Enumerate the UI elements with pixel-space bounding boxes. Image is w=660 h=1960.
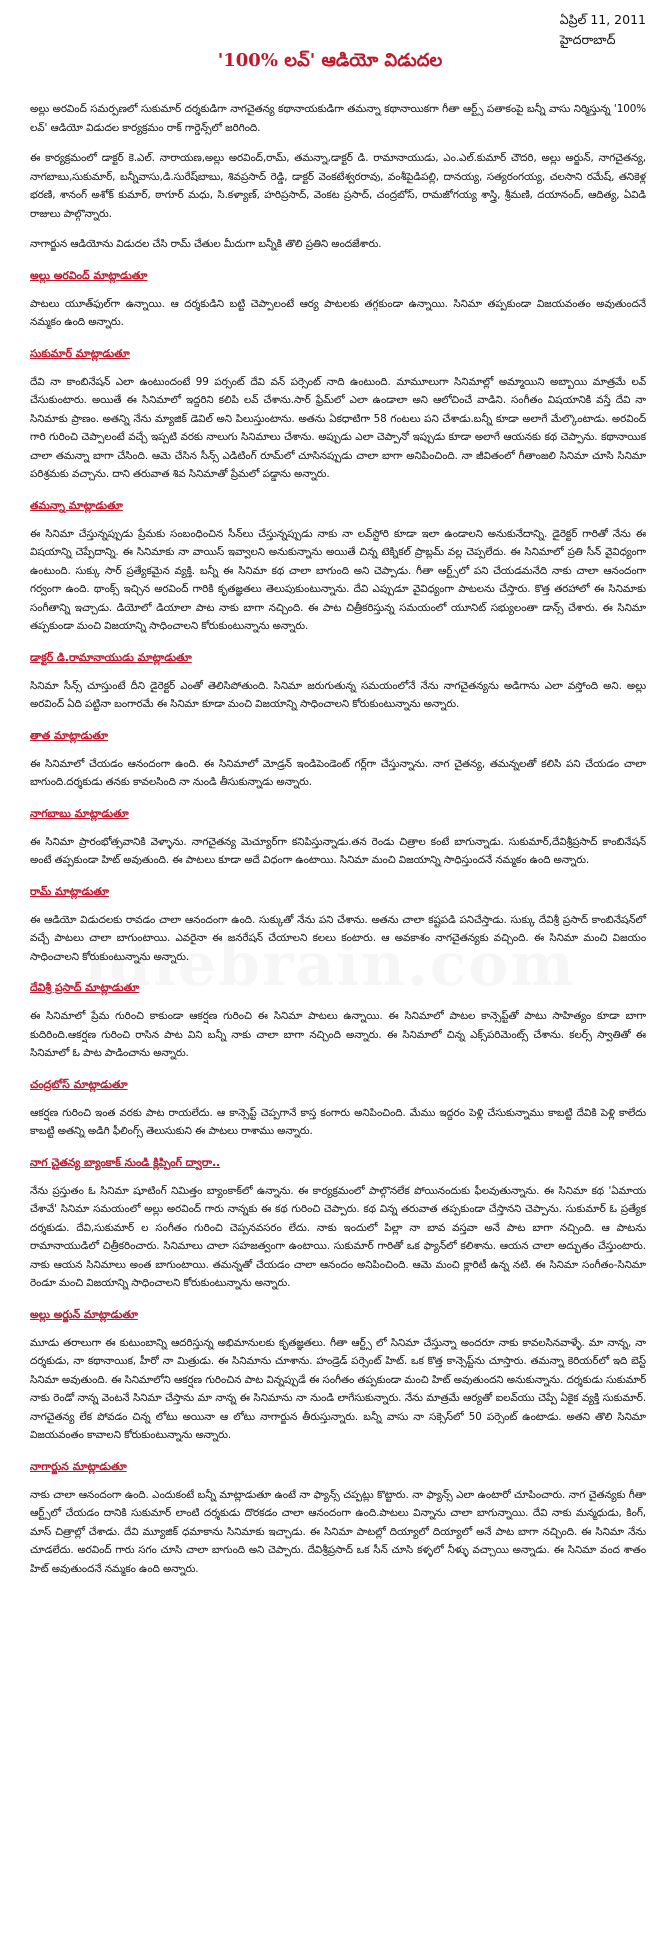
article-location: హైదరాబాద్ xyxy=(559,32,616,47)
section-heading: సుకుమార్ మాట్లాడుతూ xyxy=(30,346,130,360)
article-paragraph: ఆకర్షణ గురించి ఇంత వరకు పాట రాయలేదు. ఆ కాన్సెప్ట్ చెప్పగానే కాస్త కంగారు అనిపించింది. మేము ఇద్దరం పెళ్లి చేసుకున్నాము కాబట్టి దేవికి పెళ్లి కాలేదు కాబట్టి అతన్ని అడిగి ఫీలింగ్స్ తెలుసుకుని ఈ పాటలు రాశాము అన్నారు. xyxy=(30,1106,646,1137)
article-paragraph: నాగార్జున ఆడియోను విడుదల చేసి రామ్ చేతుల మీదుగా బన్నీకి తొలి ప్రతిని అందజేశారు. xyxy=(30,238,382,250)
article-paragraph: అల్లు అరవింద్ సమర్పణలో సుకుమార్ దర్శకుడిగా నాగచైతన్య కథానాయకుడిగా తమన్నా కథానాయికగా గీతా ఆర్ట్స్ పతాకంపై బన్నీ వాసు నిర్మిస్తున్న '100% లవ్' ఆడియో విడుదల కార్యక్రమం రాక్ గార్డెన్స్‌లో జరిగింది. xyxy=(30,103,646,134)
article-paragraph: దేవి నా కాంబినేషన్ ఎలా ఉంటుందంటే 99 పర్సంట్ దేవి వన్ పర్సెంట్ నాది ఉంటుంది. మామూలుగా సినిమాల్లో అమ్మాయిని అబ్బాయి మాత్రమే లవ్ చేసుకుంటారు. అయితే ఈ సినిమాలో ఇద్దరిని కలిపి లవ్ చేశాను.సార్ ఫ్రేమ్‌లో ఎలా ఉండాలా అని ఆలోచించే వాడిని. సంగీతం విషయానికి వస్తే దేవి నా సినిమాకు ప్రాణం. అతన్ని నేను మ్యాజిక్ డెవిల్ అని పిలుస్తుంటాను. అతను ఏకధాటిగా 58 గంటలు పని చేశాడు.బన్నీ కూడా అలాగే మేల్కొంటాడు. అరవింద్ గారి గురించి చెప్పాలంటే వచ్చే ఇప్పటి వరకు నాలుగు సినిమాలు చేశాను. అప్పుడు ఎలా చెప్పానో ఇప్పుడు కూడా అలాగే ఆయనకు కథ చెప్పాను. కథానాయిక చాలా తమన్నా బాగా చేసింది. ఆమె చేసిన సీన్స్ ఎడిటింగ్ రూమ్‌లో చూసినప్పుడు చాలా బాగా అనిపించింది. నా జీవితంలో గీతాంజలి సినిమా చూసి సినిమా పరిశ్రమకు వచ్చాను. దాని తరువాత శివ సినిమాతో ప్రేమలో పడ్డాను అన్నారు. xyxy=(30,375,646,480)
article-paragraph: నేను ప్రస్తుతం ఓ సినిమా షూటింగ్ నిమిత్తం బ్యాంకాక్‌లో ఉన్నాను. ఈ కార్యక్రమంలో పాల్గొనలేక పోయినందుకు ఫీలవుతున్నాను. ఈ సినిమా కథ 'ఏమాయ చేశావే' సినిమా సమయంలో అల్లు అరవింద్ గారు నాన్నకు ఈ కథ గురించి చెప్పారు. కథ విన్న తరువాత తప్పకుండా చేస్తానని చెప్పాను. సుకుమార్ ఓ ప్రత్యేక దర్శకుడు. దేవి,సుకుమార్ ల సంగీతం గురించి చెప్పనవసరం లేదు. నాకు ఇందులో పిల్లా నా బావ వస్తవా అనే పాట బాగా నచ్చింది. ఆ పాటను రామానాయుడిలో చిత్రీకరించారు. సినిమాలు చాలా సహజత్వంగా ఉంటాయి. సుకుమార్ గారితో ఒక ఫ్యాన్‌లో కలిశాను. ఆయన చాలా అద్భుతం చేస్తుంటారు. నాకు ఆయన సినిమాలు అంత బాగుంటాయి. తమన్నతో చేయడం చాలా ఆనందం అనిపించింది. ఆమె మంచి క్లారిటీ ఉన్న నటి. ఈ సినిమా సంగీతం-సినిమా రెండూ మంచి విజయాన్ని సాధించాలని కోరుకుంటున్నాను అన్నారు. xyxy=(30,1184,646,1289)
article-body xyxy=(30,100,646,1590)
section-heading: నాగార్జున మాట్లాడుతూ xyxy=(30,1459,127,1473)
article-paragraph: ఈ సినిమా ప్రారంభోత్సవానికి వెళ్ళాను. నాగచైతన్య మెచ్యూర్‌గా కనిపిస్తున్నాడు.తన రెండు చిత్రాల కంటే బాగున్నాడు. సుకుమార్,దేవిశ్రీప్రసాద్ కాంబినేషన్ అంటే తప్పకుండా హిట్ అవుతుంది. ఈ పాటలు కూడా అదే విధంగా ఉంటాయి. సినిమా మంచి విజయాన్ని సాధిస్తుందనే నమ్మకం ఉంది అన్నారు. xyxy=(30,835,646,866)
article-paragraph: నాకు చాలా ఆనందంగా ఉంది. ఎందుకంటే బన్నీ మాట్లాడుతూ ఉంటే నా ఫ్యాన్స్ చప్పట్లు కొట్టారు. నా ఫ్యాన్స్ ఎలా ఉంటారో చూపించారు. నాగ చైతన్యకు గీతా ఆర్ట్స్‌లో చేయడం దానికి సుకుమార్ లాంటి దర్శకుడు దొరకడం చాలా ఆనందంగా ఉంది.పాటలు విన్నాను చాలా బాగున్నాయి. దేవి నాకు మన్మధుడు, కింగ్, మాస్ చిత్రాల్లో చేశాడు. దేవి మ్యూజిక్ ధమాకాను సినిమాకు ఇచ్చాడు. ఈ సినిమా పాటల్లో దియ్యాలో దియ్యాలో అనే పాట బాగా నచ్చింది. ఈ సినిమా నేను చూడలేదు. అరవింద్ గారు సగం చూసి చాలా బాగుంది అని చెప్పారు. దేవిశ్రీప్రసాద్ ఒక సీన్ చూసి కళ్ళలో నీళ్ళు వచ్చాయి అన్నాడు. ఈ సినిమా వంద శాతం హిట్ అవుతుందనే నమ్మకం ఉంది అన్నారు. xyxy=(30,1488,646,1575)
article-paragraph: ఈ కార్యక్రమంలో డాక్టర్ కె.ఎల్. నారాయణ,అల్లు అరవింద్,రామ్, తమన్నా,డాక్టర్ డి. రామానాయుడు, ఎం.ఎల్.కుమార్ చౌదరి, అల్లు అర్జున్, నాగచైతన్య, నాగబాబు,సుకుమార్, బన్నీవాసు,డి.సురేష్‌బాబు, శివప్రసాద్ రెడ్డి, డాక్టర్ వెంకటేశ్వరరావు, వంశీపైడిపల్లి, దానయ్య, సత్యరంగయ్య, చలసాని రమేష్, తనికెళ్ల భరణి, శానంగ్ అశోక్ కుమార్, ఠాగూర్ మధు, సి.కళ్యాణ్, హరిప్రసాద్, వెంకట ప్రసాద్, చంద్రబోస్, రామజోగయ్య శాస్త్రి, శ్రీమణి, దయానంద్, ఆదిత్య, ఏవిడి రాజులు పాల్గొన్నారు. xyxy=(30,152,646,220)
section-heading: చంద్రబోస్ మాట్లాడుతూ xyxy=(30,1077,128,1091)
section-heading: తమన్నా మాట్లాడుతూ xyxy=(30,498,123,512)
section-heading: దేవిశ్రీ ప్రసాద్ మాట్లాడుతూ xyxy=(30,981,140,994)
section-heading: రామ్ మాట్లాడుతూ xyxy=(30,884,109,898)
section-heading: తాత మాట్లాడుతూ xyxy=(30,728,108,742)
section-heading: అల్లు అర్జున్ మాట్లాడుతూ xyxy=(30,1307,138,1321)
article-title: '100% లవ్' ఆడియో విడుదల xyxy=(217,50,443,71)
article-paragraph: ఈ ఆడియో విడుదలకు రావడం చాలా ఆనందంగా ఉంది. సుక్కుతో నేను పని చేశాను. అతను చాలా కష్టపడి పనిచేస్తాడు. సుక్కు దేవిశ్రీ ప్రసాద్ కాంబినేషన్‌లో వచ్చే పాటలు చాలా బాగుంటాయి. ఎవరైనా ఈ జనరేషన్ చేయాలని కలలు కంటారు. ఆ అవకాశం నాగచైతన్యకు వచ్చింది. ఈ సినిమా మంచి విజయం సాధించాలని కోరుకుంటున్నాను అన్నారు. xyxy=(30,913,646,963)
section-heading: నాగబాబు మాట్లాడుతూ xyxy=(30,806,129,820)
section-heading: డాక్టర్ డి.రామానాయుడు మాట్లాడుతూ xyxy=(30,650,192,664)
article-paragraph: పాటలు యూత్‌ఫుల్‌గా ఉన్నాయి. ఆ దర్శకుడిని బట్టి చెప్పాలంటే ఆర్య పాటలకు తగ్గకుండా ఉన్నాయి. సినిమా తప్పకుండా విజయవంతం అవుతుందనే నమ్మకం ఉంది అన్నారు. xyxy=(30,297,646,328)
article-paragraph: సినిమా సీన్స్ చూస్తుంటే దీని డైరెక్టర్ ఎంతో తెలిసిపోతుంది. సినిమా జరుగుతున్న సమయంలోనే నేను నాగచైతన్యను అడిగాను ఎలా వస్తోంది అని. అల్లు అరవింద్ ఏది పట్టినా బంగారమే ఈ సినిమా కూడా మంచి విజయాన్ని సాధించాలని కోరుకుంటున్నాను అన్నారు. xyxy=(30,679,646,710)
article-paragraph: ఈ సినిమాలో చేయడం ఆనందంగా ఉంది. ఈ సినిమాలో మోడ్రన్ ఇండిపెండెంట్ గర్ల్‌గా చేస్తున్నాను. నాగ చైతన్య, తమన్నలతో కలిసి పని చేయడం చాలా బాగుంది.దర్శకుడు తనకు కావలసింది నా నుండి తీసుకున్నాడు అన్నారు. xyxy=(30,757,646,788)
section-heading: నాగ చైతన్య బ్యాంకాక్ నుండి క్లిప్పింగ్ ద్వారా.. xyxy=(30,1155,221,1169)
article-paragraph: ఈ సినిమా చేస్తున్నప్పుడు ప్రేమకు సంబంధించిన సీన్‌లు చేస్తున్నప్పుడు నాకు నా లవ్‌స్టోరి కూడా ఇలా ఉండాలని అనుకునేదాన్ని. డైరెక్టర్ గారితో నేను ఈ విషయాన్ని చెప్పేదాన్ని. ఈ సినిమాకు నా వాయిస్ ఇవ్వాలని అనుకున్నాను అయితే చిన్న టెక్నికల్ ప్రాబ్లమ్ వల్ల చెప్పలేదు. ఈ సినిమాలో ప్రతి సీన్ వైవిధ్యంగా ఉంటుంది. సుక్కు సార్ ప్రత్యేకమైన వ్యక్తి. బన్నీ ఈ సినిమా కథ చాలా బాగుంది అని చెప్పాడు. గీతా ఆర్ట్స్‌లో పని చేయడమనేది నాకు చాలా ఆనందంగా గర్వంగా ఉంది. థాంక్స్ ఇచ్చిన అరవింద్ గారికి కృతజ్ఞతలు తెలుపుకుంటున్నాను. దేవి ఎప్పుడూ వైవిధ్యంగా పాటలను చేస్తారు. కొత్త తరహాలో ఈ సినిమాకు సంగీతాన్ని ఇచ్చాడు. డియోలో డియాలా పాట నాకు బాగా నచ్చింది. ఈ పాట చిత్రీకరిస్తున్న సమయంలో యూనిట్ సభ్యులంతా డాన్స్ చేశారు. ఈ సినిమా తప్పకుండా మంచి విజయాన్ని సాధించాలని కోరుకుంటున్నాను అన్నారు. xyxy=(30,527,646,632)
article-paragraph: ఈ సినిమాలో ప్రేమ గురించి కాకుండా ఆకర్షణ గురించి ఈ సినిమా పాటలు ఉన్నాయి. ఈ సినిమాలో పాటల కాన్సెప్ట్‌తో పాటు సాహిత్యం కూడా బాగా కుదిరింది.ఆకర్షణ గురించి రాసిన పాట విని బన్నీ నాకు చాలా బాగా నచ్చింది అన్నారు. ఈ సినిమాలో చిన్న ఎక్స్‌పరిమెంట్స్ చేశాను. కలర్స్ స్వాతితో ఈ సినిమాలో ఓ పాట పాడించాను అన్నారు. xyxy=(30,1010,646,1059)
article-paragraph: మూడు తరాలుగా ఈ కుటుంబాన్ని ఆదరిస్తున్న అభిమానులకు కృతజ్ఞతలు. గీతా ఆర్ట్స్ లో సినిమా చేస్తున్నా అందరూ నాకు కావలసినవాళ్ళే. మా నాన్న, నా దర్శకుడు, నా కథానాయిక, హీరో నా మిత్రుడు. ఈ సినిమాను చూశాను. హండ్రెడ్ పర్సెంట్ హిట్. ఒక కొత్త కాన్సెప్ట్‌ను చూస్తారు. తమన్నా కెరియర్‌లో ఇది బెస్ట్ సినిమా అవుతుంది. ఈ సినిమాలోని ఆకర్షణ గురించిన పాట విన్నప్పుడే ఈ సంగీతం తప్పకుండా మంచి హిట్ అవుతుందని అనుకున్నాను. దర్శకుడు సుకుమార్ నాకు రెండో నాన్న వెంటనే సినిమా చేస్తాను మా నాన్న ఈ సినిమాను నా నుండి లాగేసుకున్నారు. నేను మాత్రమే ఆర్యతో ఐలవ్‌యు చెప్పే ఏకైక వ్యక్తి సుకుమార్. నాగచైతన్య లేక పోవడం చిన్న లోటు అయినా ఆ లోటు నాగార్జున తీరుస్తున్నారు. బన్నీ వాసు నా సక్సెస్‌లో 50 పర్సెంట్ ఉంటాడు. అతని తొలి సినిమా విజయవంతం కావాలని కోరుకుంటున్నాను అన్నారు. xyxy=(30,1336,646,1441)
dateline xyxy=(560,10,646,50)
section-heading: అల్లు అరవింద్ మాట్లాడుతూ xyxy=(30,268,148,282)
article-date: ఏప్రిల్ 11, 2011 xyxy=(559,12,646,27)
